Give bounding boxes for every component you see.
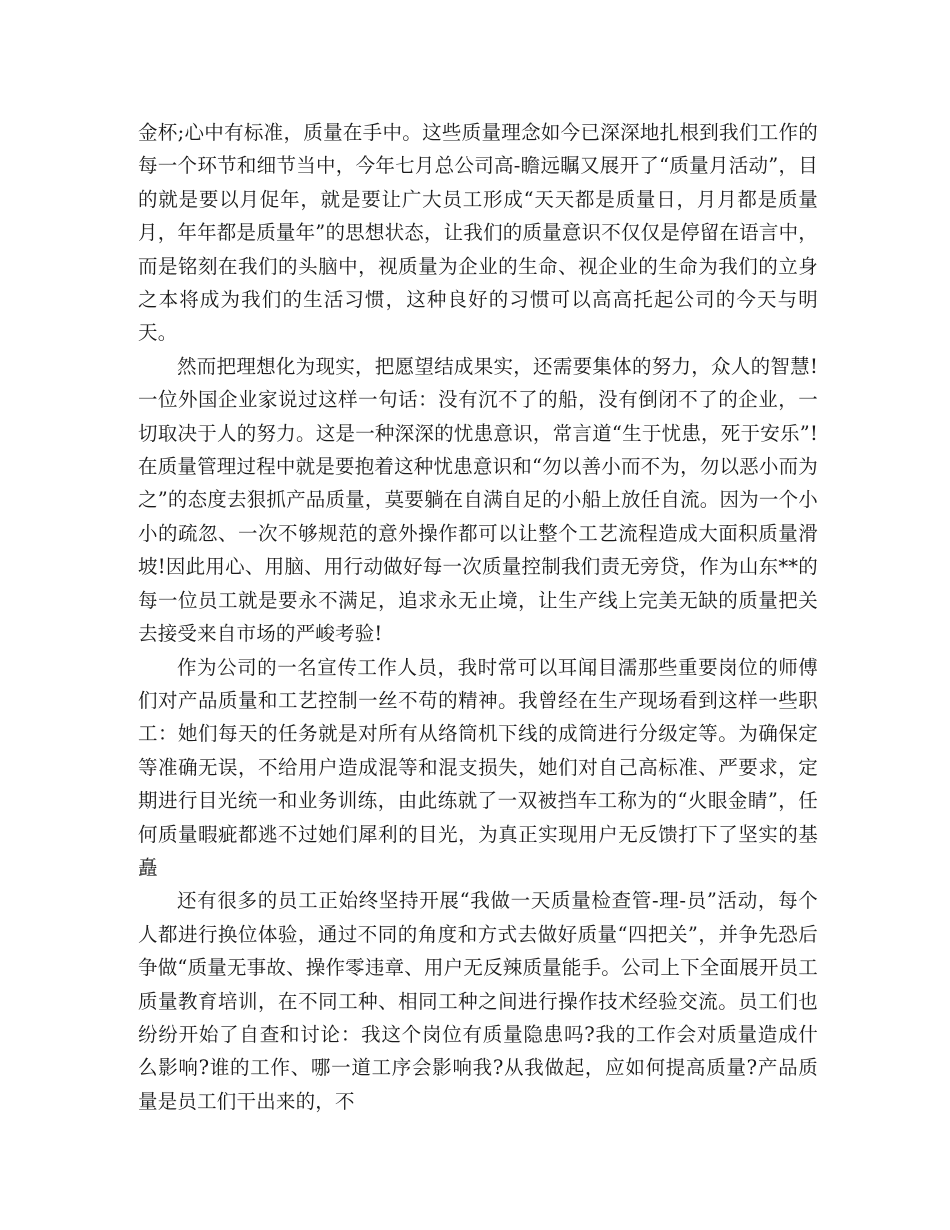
paragraph-2: 然而把理想化为现实，把愿望结成果实，还需要集体的努力，众人的智慧!一位外国企业家说过这样一句话：没有沉不了的船，没有倒闭不了的企业，一切取决于人的努力。这是一种深深的忧患意识，常言道“生于忧患，死于安乐”!在质量管理过程中就是要抱着这种忧患意识和“勿以善小而不为，勿以恶小而为之”的态度去狠抓产品质量，莫要躺在自满自足的小船上放任自流。因为一个小小的疏忽、一次不够规范的意外操作都可以让整个工艺流程造成大面积质量滑坡!因此用心、用脑、用行动做好每一次质量控制我们责无旁贷，作为山东**的每一位员工就是要永不满足，追求永无止境，让生产线上完美无缺的质量把关去接受来自市场的严峻考验! [138, 354, 818, 646]
document-body [138, 116, 818, 1118]
paragraph-4: 还有很多的员工正始终坚持开展“我做一天质量检查管-理-员”活动，每个人都进行换位体验，通过不同的角度和方式去做好质量“四把关”，并争先恐后争做“质量无事故、操作零违章、用户无反辣质量能手。公司上下全面展开员工质量教育培训，在不同工种、相同工种之间进行操作技术经验交流。员工们也纷纷开始了自查和讨论：我这个岗位有质量隐患吗?我的工作会对质量造成什么影响?谁的工作、哪一道工序会影响我?从我做起，应如何提高质量?产品质量是员工们干出来的，不 [138, 889, 818, 1113]
paragraph-1: 金杯;心中有标准，质量在手中。这些质量理念如今已深深地扎根到我们工作的每一个环节和细节当中，今年七月总公司高-瞻远瞩又展开了“质量月活动”，目的就是要以月促年，就是要让广大员工形成“天天都是质量日，月月都是质量月，年年都是质量年”的思想状态，让我们的质量意识不仅仅是停留在语言中，而是铭刻在我们的头脑中，视质量为企业的生命、视企业的生命为我们的立身之本将成为我们的生活习惯，这种良好的习惯可以高高托起公司的今天与明天。 [138, 121, 818, 345]
paragraph-3: 作为公司的一名宣传工作人员，我时常可以耳闻目濡那些重要岗位的师傅们对产品质量和工艺控制一丝不苟的精神。我曾经在生产现场看到这样一些职工：她们每天的任务就是对所有从络筒机下线的成筒进行分级定等。为确保定等准确无误，不给用户造成混等和混支损失，她们对自己高标准、严要求，定期进行目光统一和业务训练，由此练就了一双被挡车工称为的“火眼金睛”，任何质量暇疵都逃不过她们犀利的目光，为真正实现用户无反馈打下了坚实的基矗 [138, 655, 818, 879]
